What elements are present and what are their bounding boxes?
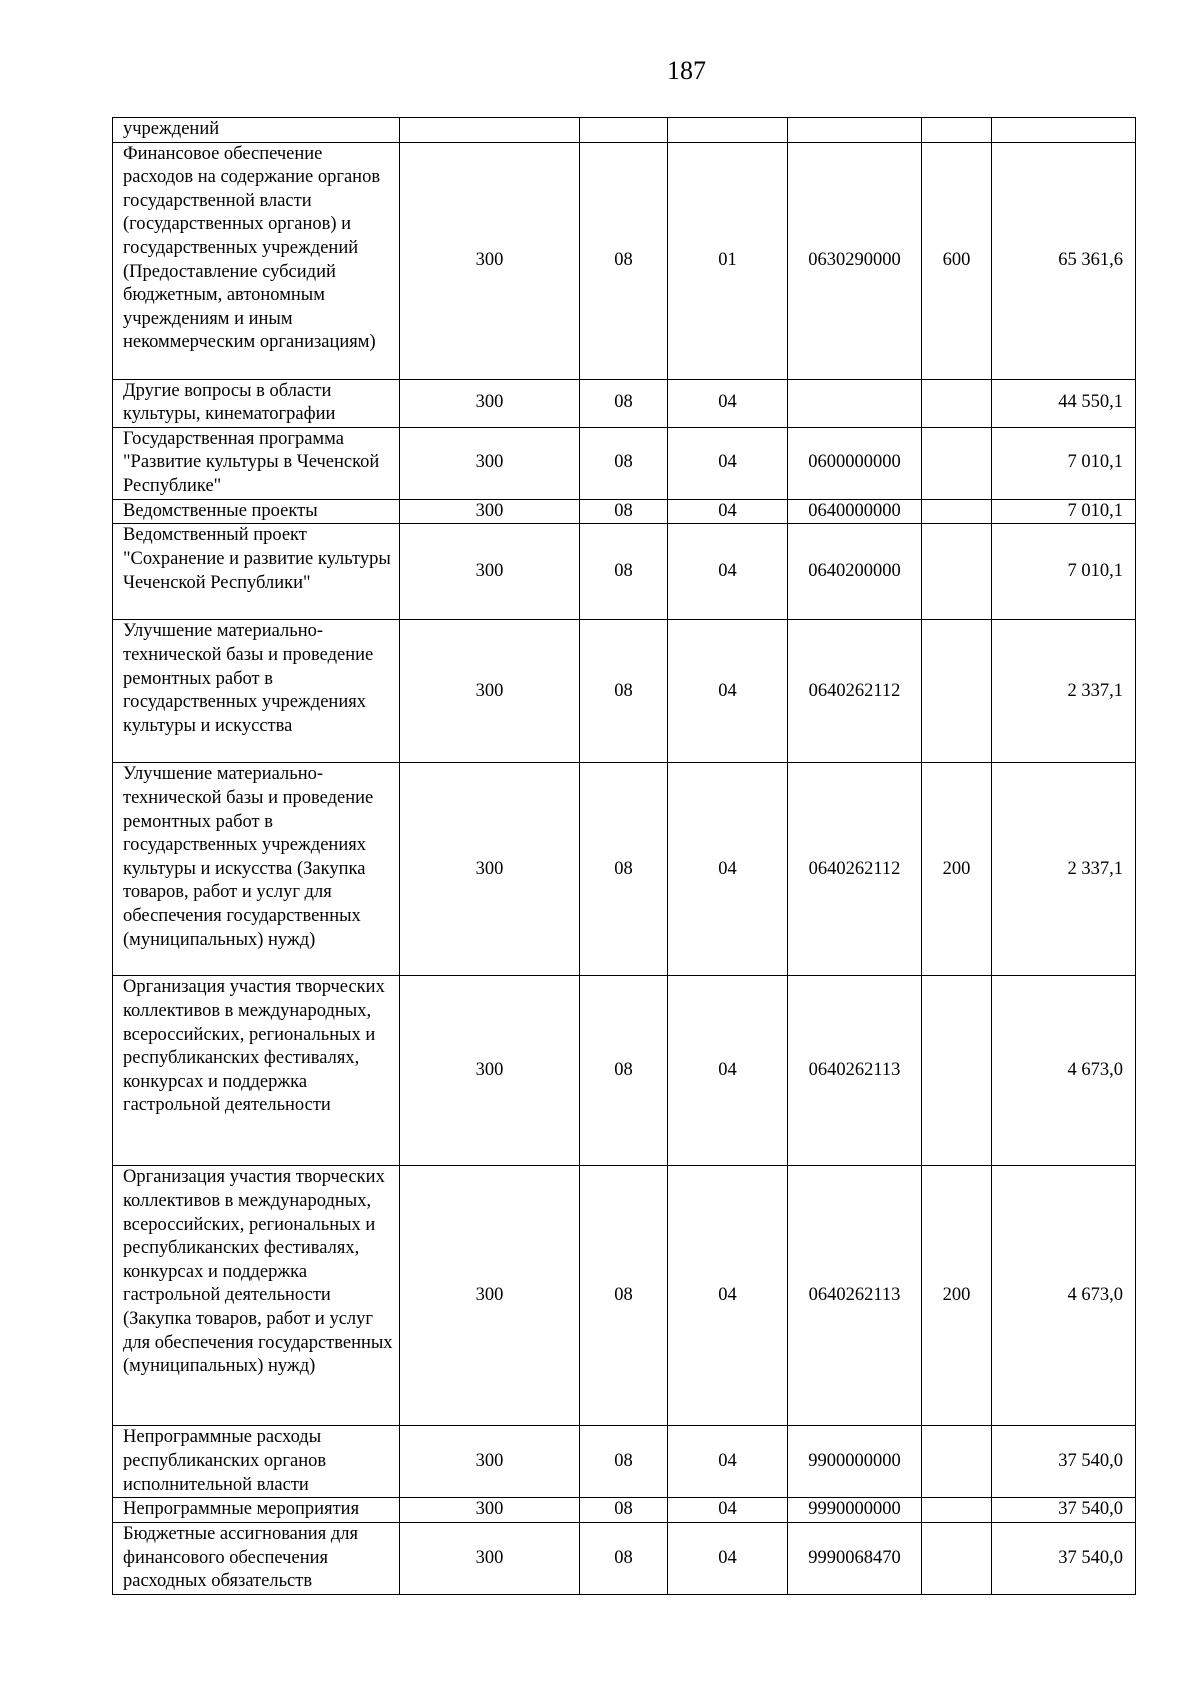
row-gr: 300 (400, 763, 580, 976)
row-gr (400, 118, 580, 143)
row-rz: 08 (580, 1426, 668, 1498)
row-rz: 08 (580, 499, 668, 524)
row-vr (922, 499, 992, 524)
table-row (113, 620, 1136, 763)
row-amount: 44 550,1 (992, 379, 1136, 427)
row-name: Ведомственный проект "Сохранение и развитие культуры Чеченской Республики" (113, 524, 400, 620)
row-csr: 0640262113 (788, 976, 922, 1166)
row-pr: 04 (668, 427, 788, 499)
row-pr: 01 (668, 142, 788, 379)
row-name: Организация участия творческих коллективов в международных, всероссийских, региональных и республиканских фестивалях, конкурсах и поддержка гастрольной деятельности (113, 976, 400, 1166)
table-row (113, 763, 1136, 976)
row-amount: 4 673,0 (992, 976, 1136, 1166)
row-vr (922, 379, 992, 427)
row-pr: 04 (668, 1426, 788, 1498)
row-vr (922, 1426, 992, 1498)
row-csr (788, 379, 922, 427)
row-csr: 0630290000 (788, 142, 922, 379)
row-csr: 9990000000 (788, 1498, 922, 1523)
row-rz: 08 (580, 620, 668, 763)
row-amount: 65 361,6 (992, 142, 1136, 379)
row-amount (992, 118, 1136, 143)
table-row (113, 976, 1136, 1166)
row-pr: 04 (668, 763, 788, 976)
row-amount: 37 540,0 (992, 1522, 1136, 1594)
row-name: Государственная программа "Развитие культуры в Чеченской Республике" (113, 427, 400, 499)
row-amount: 7 010,1 (992, 499, 1136, 524)
row-rz: 08 (580, 142, 668, 379)
row-vr: 200 (922, 763, 992, 976)
row-gr: 300 (400, 1166, 580, 1426)
row-name: Организация участия творческих коллективов в международных, всероссийских, региональных и республиканских фестивалях, конкурсах и поддержка гастрольной деятельности (Закупка товаров, работ и услуг для обеспечения государственных (муниципальных) нужд) (113, 1166, 400, 1426)
row-csr: 0600000000 (788, 427, 922, 499)
row-vr (922, 427, 992, 499)
row-amount: 7 010,1 (992, 524, 1136, 620)
row-rz: 08 (580, 976, 668, 1166)
row-pr: 04 (668, 379, 788, 427)
row-amount: 37 540,0 (992, 1426, 1136, 1498)
row-amount: 2 337,1 (992, 620, 1136, 763)
row-gr: 300 (400, 620, 580, 763)
row-vr (922, 118, 992, 143)
row-pr: 04 (668, 976, 788, 1166)
row-pr: 04 (668, 1522, 788, 1594)
row-name: Бюджетные ассигнования для финансового обеспечения расходных обязательств (113, 1522, 400, 1594)
row-pr: 04 (668, 524, 788, 620)
row-amount: 2 337,1 (992, 763, 1136, 976)
row-pr: 04 (668, 1498, 788, 1523)
row-rz: 08 (580, 379, 668, 427)
table-row (113, 142, 1136, 379)
row-name: Улучшение материально-технической базы и проведение ремонтных работ в государственных учреждениях культуры и искусства (113, 620, 400, 763)
row-name: Улучшение материально-технической базы и проведение ремонтных работ в государственных учреждениях культуры и искусства (Закупка товаров, работ и услуг для обеспечения государственных (муниципальных) нужд) (113, 763, 400, 976)
row-pr: 04 (668, 620, 788, 763)
table-row (113, 1498, 1136, 1523)
row-csr: 0640262112 (788, 620, 922, 763)
row-name: Ведомственные проекты (113, 499, 400, 524)
row-rz (580, 118, 668, 143)
row-gr: 300 (400, 1498, 580, 1523)
row-vr (922, 976, 992, 1166)
row-gr: 300 (400, 1522, 580, 1594)
row-gr: 300 (400, 524, 580, 620)
row-csr (788, 118, 922, 143)
row-csr: 0640262113 (788, 1166, 922, 1426)
row-gr: 300 (400, 427, 580, 499)
row-vr (922, 524, 992, 620)
table-row (113, 1522, 1136, 1594)
row-pr: 04 (668, 1166, 788, 1426)
row-rz: 08 (580, 1498, 668, 1523)
row-pr: 04 (668, 499, 788, 524)
row-vr (922, 620, 992, 763)
row-rz: 08 (580, 763, 668, 976)
row-gr: 300 (400, 976, 580, 1166)
row-csr: 0640262112 (788, 763, 922, 976)
row-pr (668, 118, 788, 143)
row-gr: 300 (400, 499, 580, 524)
table-row (113, 499, 1136, 524)
row-gr: 300 (400, 142, 580, 379)
row-csr: 9990068470 (788, 1522, 922, 1594)
table-row (113, 118, 1136, 143)
row-name: Непрограммные расходы республиканских органов исполнительной власти (113, 1426, 400, 1498)
table-row (113, 524, 1136, 620)
row-vr (922, 1522, 992, 1594)
row-name: Непрограммные мероприятия (113, 1498, 400, 1523)
row-name: учреждений (113, 118, 400, 143)
budget-table (112, 117, 1136, 1595)
page-number: 187 (667, 56, 706, 85)
row-vr (922, 1498, 992, 1523)
table-row (113, 1426, 1136, 1498)
row-csr: 9900000000 (788, 1426, 922, 1498)
row-amount: 7 010,1 (992, 427, 1136, 499)
row-gr: 300 (400, 379, 580, 427)
table-row (113, 427, 1136, 499)
row-csr: 0640200000 (788, 524, 922, 620)
table-row (113, 379, 1136, 427)
row-rz: 08 (580, 1522, 668, 1594)
row-csr: 0640000000 (788, 499, 922, 524)
row-rz: 08 (580, 1166, 668, 1426)
row-rz: 08 (580, 427, 668, 499)
row-amount: 37 540,0 (992, 1498, 1136, 1523)
row-name: Финансовое обеспечение расходов на содержание органов государственной власти (государственных органов) и государственных учреждений (Предоставление субсидий бюджетным, автономным учреждениям и иным некоммерческим организациям) (113, 142, 400, 379)
row-vr: 200 (922, 1166, 992, 1426)
row-name: Другие вопросы в области культуры, кинематографии (113, 379, 400, 427)
row-vr: 600 (922, 142, 992, 379)
row-rz: 08 (580, 524, 668, 620)
table-row (113, 1166, 1136, 1426)
row-amount: 4 673,0 (992, 1166, 1136, 1426)
row-gr: 300 (400, 1426, 580, 1498)
